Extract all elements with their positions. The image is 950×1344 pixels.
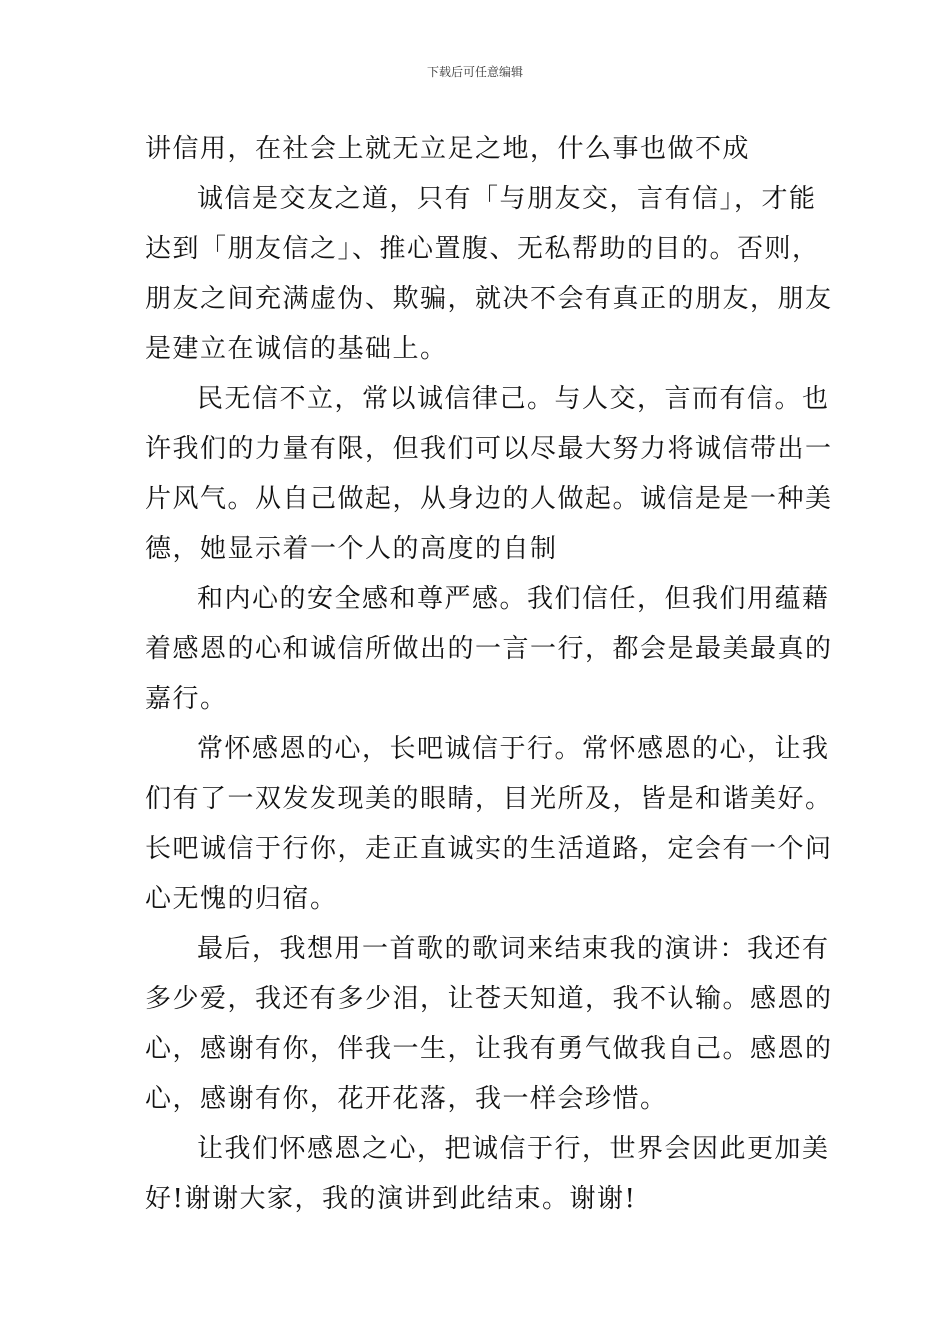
text-line: 着感恩的心和诚信所做出的一言一行，都会是最美最真的	[145, 634, 833, 664]
text-line: 民无信不立，常以诚信律己。与人交，言而有信。也	[197, 384, 830, 414]
page-header: 下载后可任意编辑	[426, 65, 523, 79]
text-line: 是建立在诚信的基础上。	[145, 334, 448, 364]
text-line: 片风气。从自己做起，从身边的人做起。诚信是是一种美	[145, 484, 833, 514]
body-text	[145, 124, 833, 1224]
text-line: 许我们的力量有限，但我们可以尽最大努力将诚信带出一	[145, 434, 833, 464]
text-line: 心无愧的归宿。	[145, 884, 338, 914]
text-line: 常怀感恩的心，长吧诚信于行。常怀感恩的心，让我	[197, 734, 830, 764]
text-line: 让我们怀感恩之心，把诚信于行，世界会因此更加美	[197, 1134, 830, 1164]
text-line: 诚信是交友之道，只有「与朋友交，言有信」，才能	[197, 184, 817, 214]
text-line: 多少爱，我还有多少泪，让苍天知道，我不认输。感恩的	[145, 984, 833, 1014]
text-line: 德，她显示着一个人的高度的自制	[145, 534, 558, 564]
text-line: 讲信用，在社会上就无立足之地，什么事也做不成	[145, 134, 751, 164]
text-line: 和内心的安全感和尊严感。我们信任，但我们用蕴藉	[197, 584, 830, 614]
text-line: 最后，我想用一首歌的歌词来结束我的演讲：我还有	[197, 934, 830, 964]
text-line: 长吧诚信于行你，走正直诚实的生活道路，定会有一个问	[145, 834, 833, 864]
text-line: 们有了一双发发现美的眼睛，目光所及，皆是和谐美好。	[145, 784, 833, 814]
text-line: 好!谢谢大家，我的演讲到此结束。谢谢!	[145, 1184, 637, 1214]
text-line: 嘉行。	[145, 684, 228, 714]
text-line: 达到「朋友信之」、推心置腹、无私帮助的目的。否则，	[145, 234, 820, 264]
text-line: 心，感谢有你，伴我一生，让我有勇气做我自己。感恩的	[145, 1034, 833, 1064]
text-line: 心，感谢有你，花开花落，我一样会珍惜。	[145, 1084, 668, 1114]
text-line: 朋友之间充满虚伪、欺骗，就决不会有真正的朋友，朋友	[145, 284, 833, 314]
